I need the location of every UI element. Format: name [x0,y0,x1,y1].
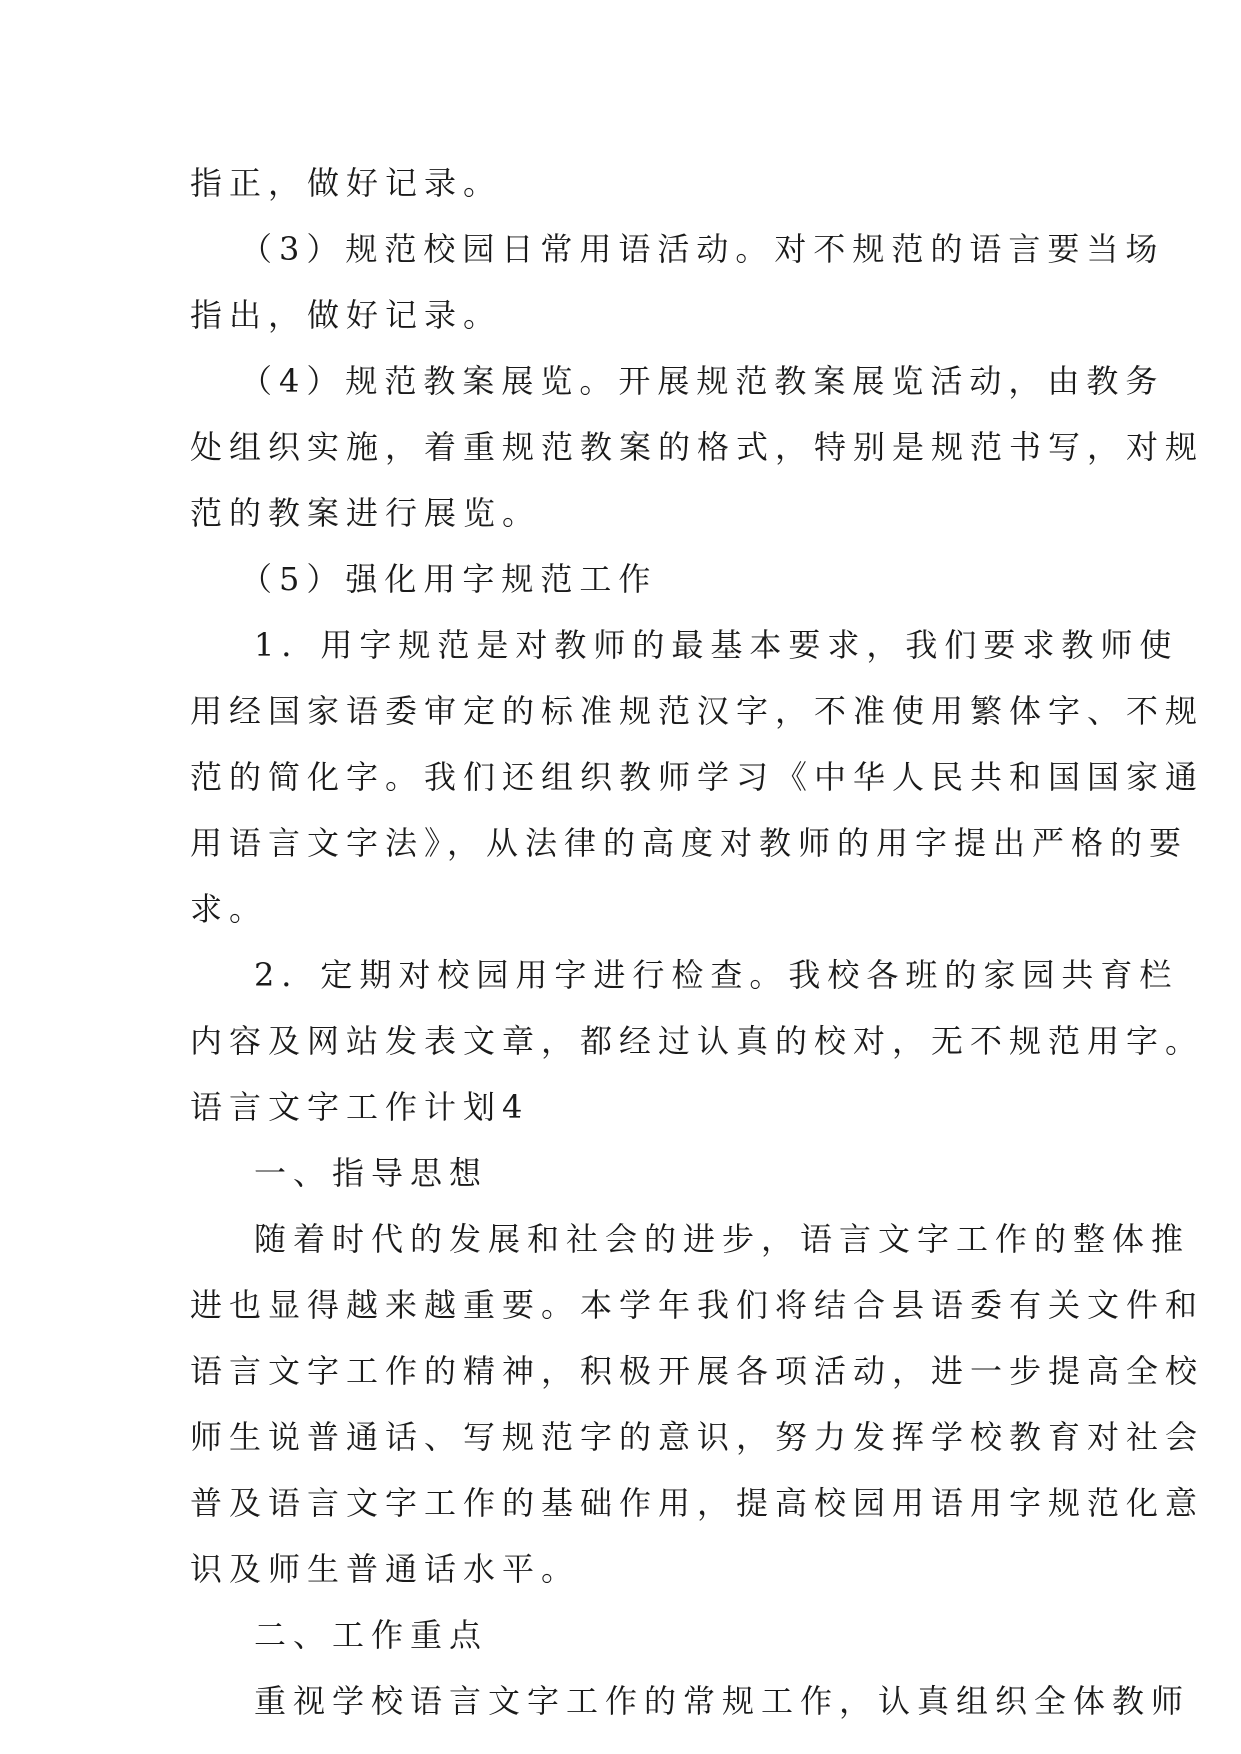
text-line: 指正，做好记录。 [190,164,503,202]
text-line: 处组织实施，着重规范教案的格式，特别是规范书写，对规 [190,428,1205,466]
text-line: （5）强化用字规范工作 [240,560,658,598]
text-line: 求。 [190,890,269,928]
section-heading: 二、工作重点 [254,1616,489,1654]
section-title: 语言文字工作计划4 [190,1088,530,1126]
text-line: 识及师生普通话水平。 [190,1550,581,1588]
text-line: 2．定期对校园用字进行检查。我校各班的家园共育栏 [254,956,1179,994]
text-line: 内容及网站发表文章，都经过认真的校对，无不规范用字。 [190,1022,1205,1060]
text-line: 指出，做好记录。 [190,296,503,334]
text-line: （3）规范校园日常用语活动。对不规范的语言要当场 [240,230,1165,268]
section-heading: 一、指导思想 [254,1154,489,1192]
text-line: 进也显得越来越重要。本学年我们将结合县语委有关文件和 [190,1286,1205,1324]
text-line: 重视学校语言文字工作的常规工作，认真组织全体教师 [254,1682,1191,1720]
text-line: 普及语言文字工作的基础作用，提高校园用语用字规范化意 [190,1484,1205,1522]
text-line: 范的教案进行展览。 [190,494,542,532]
text-line: 用经国家语委审定的标准规范汉字，不准使用繁体字、不规 [190,692,1205,730]
text-line: 用语言文字法》，从法律的高度对教师的用字提出严格的要 [190,824,1189,862]
text-line: （4）规范教案展览。开展规范教案展览活动，由教务 [240,362,1165,400]
text-line: 师生说普通话、写规范字的意识，努力发挥学校教育对社会 [190,1418,1205,1456]
text-line: 语言文字工作的精神，积极开展各项活动，进一步提高全校 [190,1352,1205,1390]
text-line: 1．用字规范是对教师的最基本要求，我们要求教师使 [254,626,1179,664]
text-line: 范的简化字。我们还组织教师学习《中华人民共和国国家通 [190,758,1205,796]
text-line: 随着时代的发展和社会的进步，语言文字工作的整体推 [254,1220,1191,1258]
